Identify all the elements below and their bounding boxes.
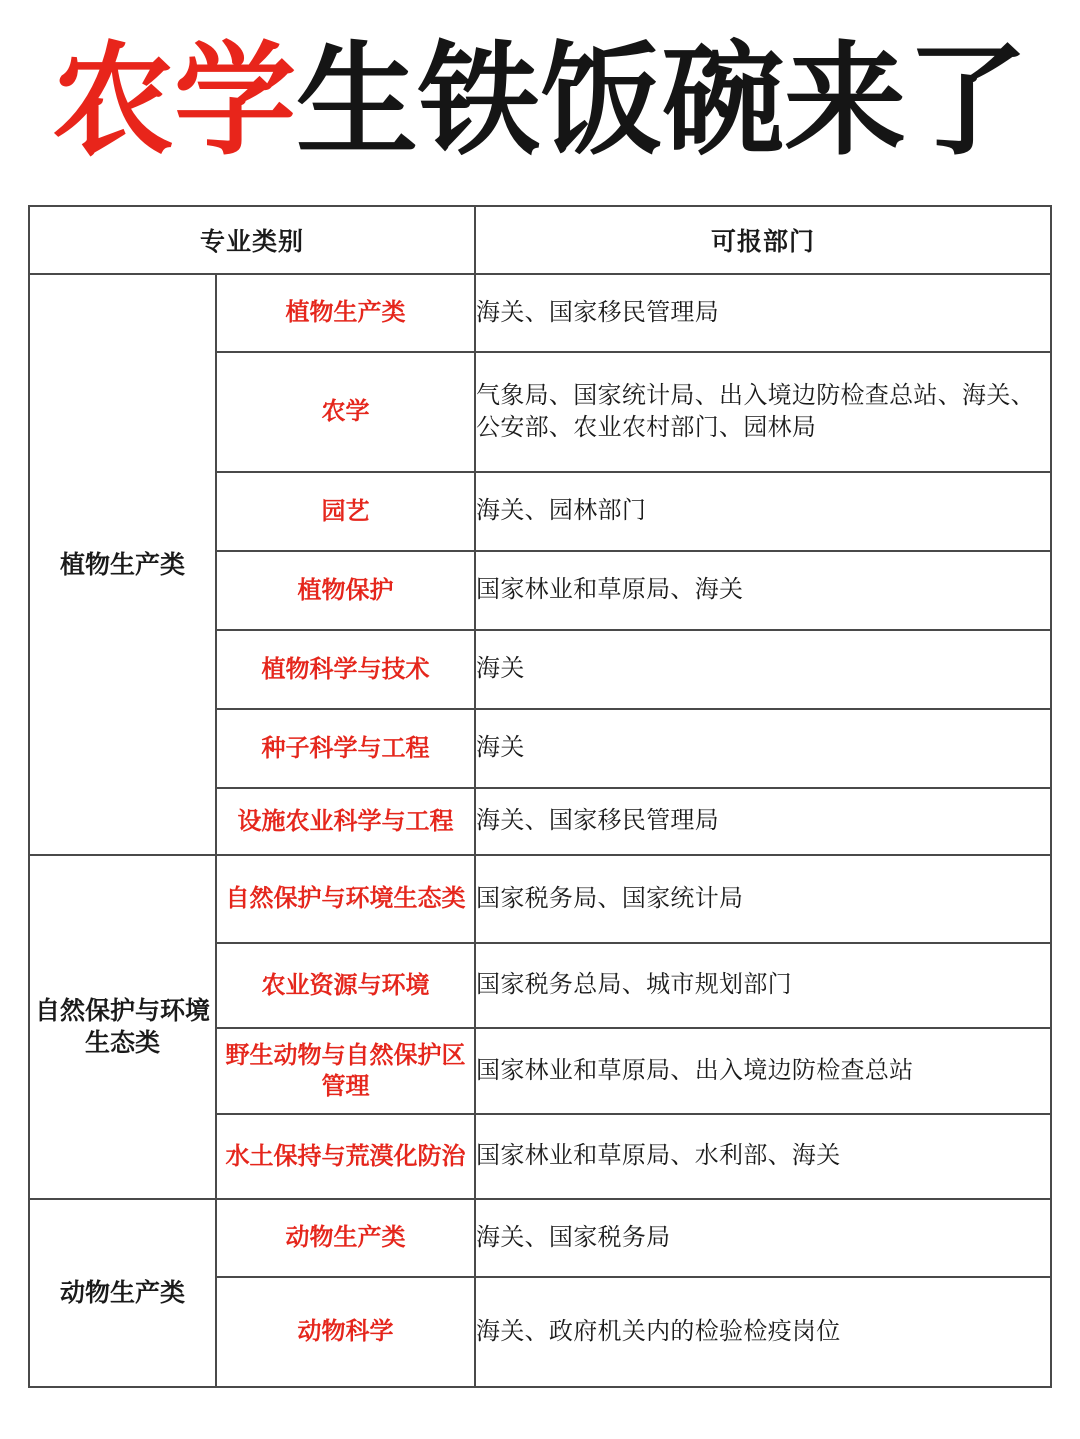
major-name-cell: 植物科学与技术 <box>216 630 475 709</box>
table-row <box>29 855 1051 943</box>
departments-cell: 海关 <box>475 709 1051 788</box>
departments-cell: 海关、园林部门 <box>475 472 1051 551</box>
major-name-cell: 自然保护与环境生态类 <box>216 855 475 943</box>
departments-cell: 国家林业和草原局、水利部、海关 <box>475 1114 1051 1199</box>
major-name-cell: 野生动物与自然保护区管理 <box>216 1028 475 1114</box>
departments-cell: 海关、国家移民管理局 <box>475 274 1051 352</box>
departments-cell: 国家税务总局、城市规划部门 <box>475 943 1051 1028</box>
group-category-cell: 自然保护与环境生态类 <box>29 855 216 1199</box>
major-name-cell: 植物保护 <box>216 551 475 630</box>
page-title-highlight: 农学 <box>52 30 296 172</box>
group-category-cell: 植物生产类 <box>29 274 216 855</box>
departments-cell: 海关、政府机关内的检验检疫岗位 <box>475 1277 1051 1387</box>
departments-cell: 国家林业和草原局、出入境边防检查总站 <box>475 1028 1051 1114</box>
departments-cell: 海关、国家移民管理局 <box>475 788 1051 855</box>
page-title-text <box>52 30 1028 172</box>
major-name-cell: 农业资源与环境 <box>216 943 475 1028</box>
page-title-rest: 生铁饭碗来了 <box>296 30 1028 172</box>
major-name-cell: 植物生产类 <box>216 274 475 352</box>
major-name-cell: 动物生产类 <box>216 1199 475 1277</box>
departments-cell: 海关、国家税务局 <box>475 1199 1051 1277</box>
major-name-cell: 农学 <box>216 352 475 472</box>
group-category-cell: 动物生产类 <box>29 1199 216 1387</box>
departments-cell: 海关 <box>475 630 1051 709</box>
majors-departments-table-wrapper <box>28 205 1050 1388</box>
header-major-category: 专业类别 <box>29 206 475 274</box>
departments-cell: 国家税务局、国家统计局 <box>475 855 1051 943</box>
table-header-row <box>29 206 1051 274</box>
major-name-cell: 种子科学与工程 <box>216 709 475 788</box>
header-departments: 可报部门 <box>475 206 1051 274</box>
majors-departments-table <box>28 205 1052 1388</box>
major-name-cell: 水土保持与荒漠化防治 <box>216 1114 475 1199</box>
page-title <box>0 0 1080 196</box>
departments-cell: 国家林业和草原局、海关 <box>475 551 1051 630</box>
departments-cell: 气象局、国家统计局、出入境边防检查总站、海关、公安部、农业农村部门、园林局 <box>475 352 1051 472</box>
major-name-cell: 动物科学 <box>216 1277 475 1387</box>
major-name-cell: 园艺 <box>216 472 475 551</box>
major-name-cell: 设施农业科学与工程 <box>216 788 475 855</box>
table-row <box>29 1199 1051 1277</box>
table-row <box>29 274 1051 352</box>
